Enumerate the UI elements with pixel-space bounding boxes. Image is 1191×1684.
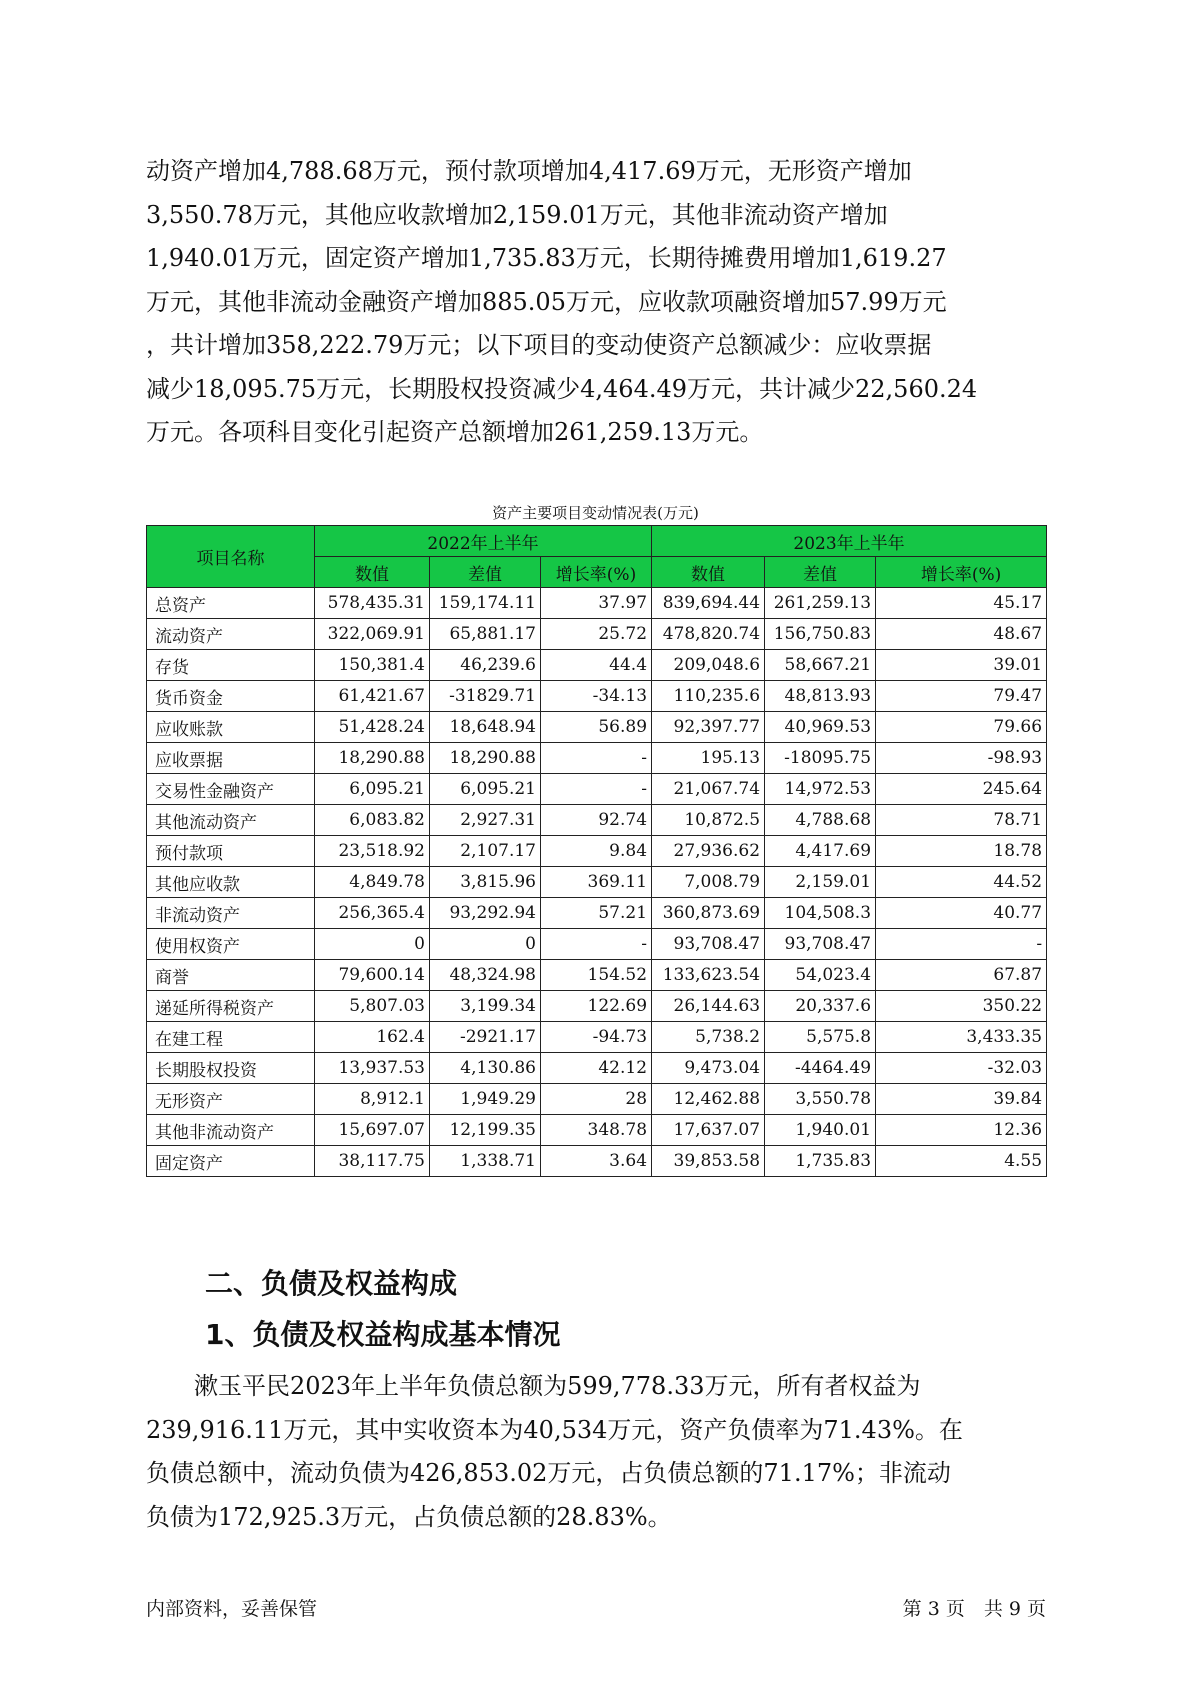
table-row bbox=[147, 836, 1047, 867]
table-cell: 3.64 bbox=[541, 1146, 652, 1177]
table-cell: 58,667.21 bbox=[765, 650, 876, 681]
table-cell: 93,708.47 bbox=[765, 929, 876, 960]
table-cell: 92.74 bbox=[541, 805, 652, 836]
table-row bbox=[147, 650, 1047, 681]
header-difference: 差值 bbox=[430, 557, 541, 588]
row-label: 商誉 bbox=[147, 960, 315, 991]
table-cell: 6,083.82 bbox=[315, 805, 430, 836]
body-paragraph-liabilities bbox=[146, 1365, 1046, 1539]
footer-page-number: 第 3 页 共 9 页 bbox=[902, 1598, 1046, 1620]
table-row bbox=[147, 960, 1047, 991]
table-cell: 13,937.53 bbox=[315, 1053, 430, 1084]
paragraph-line: ，共计增加358,222.79万元；以下项目的变动使资产总额减少：应收票据 bbox=[146, 331, 932, 359]
row-label: 交易性金融资产 bbox=[147, 774, 315, 805]
table-cell: 150,381.4 bbox=[315, 650, 430, 681]
table-cell: 18,290.88 bbox=[430, 743, 541, 774]
row-label: 总资产 bbox=[147, 588, 315, 619]
table-cell: - bbox=[541, 743, 652, 774]
table-cell: -18095.75 bbox=[765, 743, 876, 774]
header-growth-rate: 增长率(%) bbox=[541, 557, 652, 588]
table-cell: 51,428.24 bbox=[315, 712, 430, 743]
table-cell: 18.78 bbox=[876, 836, 1047, 867]
header-period-2023: 2023年上半年 bbox=[652, 526, 1047, 557]
table-row bbox=[147, 1084, 1047, 1115]
table-cell: -32.03 bbox=[876, 1053, 1047, 1084]
table-cell: 28 bbox=[541, 1084, 652, 1115]
table-cell: 20,337.6 bbox=[765, 991, 876, 1022]
table-row bbox=[147, 619, 1047, 650]
table-cell: 159,174.11 bbox=[430, 588, 541, 619]
table-cell: 2,107.17 bbox=[430, 836, 541, 867]
header-item-name: 项目名称 bbox=[147, 526, 315, 588]
table-row bbox=[147, 1115, 1047, 1146]
table-cell: 1,949.29 bbox=[430, 1084, 541, 1115]
table-cell: 12,199.35 bbox=[430, 1115, 541, 1146]
table-cell: 5,575.8 bbox=[765, 1022, 876, 1053]
asset-change-table bbox=[146, 525, 1047, 1177]
table-cell: 61,421.67 bbox=[315, 681, 430, 712]
table-row bbox=[147, 1022, 1047, 1053]
paragraph-line: 负债总额中，流动负债为426,853.02万元，占负债总额的71.17%；非流动 bbox=[146, 1459, 951, 1487]
table-cell: 2,159.01 bbox=[765, 867, 876, 898]
table-cell: 578,435.31 bbox=[315, 588, 430, 619]
table-cell: 39,853.58 bbox=[652, 1146, 765, 1177]
table-cell: 25.72 bbox=[541, 619, 652, 650]
header-value: 数值 bbox=[652, 557, 765, 588]
table-cell: 9,473.04 bbox=[652, 1053, 765, 1084]
table-cell: 93,708.47 bbox=[652, 929, 765, 960]
row-label: 非流动资产 bbox=[147, 898, 315, 929]
table-cell: 37.97 bbox=[541, 588, 652, 619]
row-label: 应收票据 bbox=[147, 743, 315, 774]
table-cell: 93,292.94 bbox=[430, 898, 541, 929]
table-cell: 45.17 bbox=[876, 588, 1047, 619]
table-cell: 195.13 bbox=[652, 743, 765, 774]
table-cell: 350.22 bbox=[876, 991, 1047, 1022]
table-cell: 3,550.78 bbox=[765, 1084, 876, 1115]
row-label: 预付款项 bbox=[147, 836, 315, 867]
table-cell: 40.77 bbox=[876, 898, 1047, 929]
table-cell: 79.66 bbox=[876, 712, 1047, 743]
paragraph-line: 减少18,095.75万元，长期股权投资减少4,464.49万元，共计减少22,560.24 bbox=[146, 374, 978, 403]
paragraph-line: 漱玉平民2023年上半年负债总额为599,778.33万元，所有者权益为 bbox=[146, 1372, 921, 1400]
table-cell: 5,807.03 bbox=[315, 991, 430, 1022]
table-cell: 154.52 bbox=[541, 960, 652, 991]
table-cell: 360,873.69 bbox=[652, 898, 765, 929]
table-cell: 14,972.53 bbox=[765, 774, 876, 805]
header-period-2022: 2022年上半年 bbox=[315, 526, 652, 557]
table-cell: -34.13 bbox=[541, 681, 652, 712]
row-label: 其他非流动资产 bbox=[147, 1115, 315, 1146]
table-row bbox=[147, 929, 1047, 960]
table-cell: -94.73 bbox=[541, 1022, 652, 1053]
table-cell: 44.4 bbox=[541, 650, 652, 681]
table-cell: 104,508.3 bbox=[765, 898, 876, 929]
paragraph-line: 1,940.01万元，固定资产增加1,735.83万元，长期待摊费用增加1,619.27 bbox=[146, 244, 947, 272]
header-value: 数值 bbox=[315, 557, 430, 588]
table-cell: 7,008.79 bbox=[652, 867, 765, 898]
table-cell: 256,365.4 bbox=[315, 898, 430, 929]
table-cell: 6,095.21 bbox=[430, 774, 541, 805]
table-cell: 122.69 bbox=[541, 991, 652, 1022]
table-cell: 12,462.88 bbox=[652, 1084, 765, 1115]
table-cell: 10,872.5 bbox=[652, 805, 765, 836]
table-cell: 839,694.44 bbox=[652, 588, 765, 619]
row-label: 流动资产 bbox=[147, 619, 315, 650]
table-cell: 56.89 bbox=[541, 712, 652, 743]
row-label: 递延所得税资产 bbox=[147, 991, 315, 1022]
table-cell: 4,849.78 bbox=[315, 867, 430, 898]
table-cell: 46,239.6 bbox=[430, 650, 541, 681]
table-row bbox=[147, 867, 1047, 898]
table-cell: 156,750.83 bbox=[765, 619, 876, 650]
table-cell: 18,290.88 bbox=[315, 743, 430, 774]
table-cell: 65,881.17 bbox=[430, 619, 541, 650]
table-row bbox=[147, 991, 1047, 1022]
table-cell: 369.11 bbox=[541, 867, 652, 898]
table-cell: 27,936.62 bbox=[652, 836, 765, 867]
subsection-heading: 1、负债及权益构成基本情况 bbox=[205, 1318, 561, 1351]
table-cell: 38,117.75 bbox=[315, 1146, 430, 1177]
table-cell: 348.78 bbox=[541, 1115, 652, 1146]
table-cell: 9.84 bbox=[541, 836, 652, 867]
table-cell: 0 bbox=[430, 929, 541, 960]
table-cell: 1,338.71 bbox=[430, 1146, 541, 1177]
table-cell: - bbox=[541, 774, 652, 805]
row-label: 其他流动资产 bbox=[147, 805, 315, 836]
table-cell: 245.64 bbox=[876, 774, 1047, 805]
table-cell: 57.21 bbox=[541, 898, 652, 929]
table-cell: 79,600.14 bbox=[315, 960, 430, 991]
table-cell: - bbox=[541, 929, 652, 960]
row-label: 其他应收款 bbox=[147, 867, 315, 898]
row-label: 固定资产 bbox=[147, 1146, 315, 1177]
row-label: 存货 bbox=[147, 650, 315, 681]
table-cell: 8,912.1 bbox=[315, 1084, 430, 1115]
table-cell: 1,940.01 bbox=[765, 1115, 876, 1146]
row-label: 应收账款 bbox=[147, 712, 315, 743]
table-cell: 322,069.91 bbox=[315, 619, 430, 650]
section-heading: 二、负债及权益构成 bbox=[205, 1267, 458, 1300]
table-cell: 3,199.34 bbox=[430, 991, 541, 1022]
table-row bbox=[147, 1053, 1047, 1084]
table-cell: 5,738.2 bbox=[652, 1022, 765, 1053]
table-cell: -98.93 bbox=[876, 743, 1047, 774]
table-cell: 79.47 bbox=[876, 681, 1047, 712]
row-label: 长期股权投资 bbox=[147, 1053, 315, 1084]
table-cell: 15,697.07 bbox=[315, 1115, 430, 1146]
body-paragraph-assets bbox=[146, 150, 1046, 455]
table-cell: 261,259.13 bbox=[765, 588, 876, 619]
table-cell: 1,735.83 bbox=[765, 1146, 876, 1177]
table-cell: -4464.49 bbox=[765, 1053, 876, 1084]
table-row bbox=[147, 1146, 1047, 1177]
table-cell: 0 bbox=[315, 929, 430, 960]
footer-confidential-note: 内部资料，妥善保管 bbox=[146, 1598, 318, 1620]
table-cell: 67.87 bbox=[876, 960, 1047, 991]
table-cell: 48,324.98 bbox=[430, 960, 541, 991]
table-cell: 2,927.31 bbox=[430, 805, 541, 836]
header-growth-rate: 增长率(%) bbox=[876, 557, 1047, 588]
table-cell: 39.84 bbox=[876, 1084, 1047, 1115]
table-cell: 4,788.68 bbox=[765, 805, 876, 836]
table-cell: 12.36 bbox=[876, 1115, 1047, 1146]
table-cell: 44.52 bbox=[876, 867, 1047, 898]
table-row bbox=[147, 805, 1047, 836]
table-cell: 40,969.53 bbox=[765, 712, 876, 743]
table-cell: -2921.17 bbox=[430, 1022, 541, 1053]
row-label: 货币资金 bbox=[147, 681, 315, 712]
table-cell: 3,815.96 bbox=[430, 867, 541, 898]
paragraph-line: 负债为172,925.3万元，占负债总额的28.83%。 bbox=[146, 1502, 672, 1531]
table-cell: 92,397.77 bbox=[652, 712, 765, 743]
table-cell: 78.71 bbox=[876, 805, 1047, 836]
header-difference: 差值 bbox=[765, 557, 876, 588]
row-label: 在建工程 bbox=[147, 1022, 315, 1053]
table-row bbox=[147, 898, 1047, 929]
table-cell: 21,067.74 bbox=[652, 774, 765, 805]
table-row bbox=[147, 712, 1047, 743]
table-cell: 26,144.63 bbox=[652, 991, 765, 1022]
table-row bbox=[147, 743, 1047, 774]
table-cell: 42.12 bbox=[541, 1053, 652, 1084]
row-label: 无形资产 bbox=[147, 1084, 315, 1115]
table-cell: -31829.71 bbox=[430, 681, 541, 712]
table-cell: 3,433.35 bbox=[876, 1022, 1047, 1053]
paragraph-line: 动资产增加4,788.68万元，预付款项增加4,417.69万元，无形资产增加 bbox=[146, 157, 912, 185]
table-cell: 17,637.07 bbox=[652, 1115, 765, 1146]
paragraph-line: 3,550.78万元，其他应收款增加2,159.01万元，其他非流动资产增加 bbox=[146, 200, 888, 229]
paragraph-line: 239,916.11万元，其中实收资本为40,534万元，资产负债率为71.43%。在 bbox=[146, 1415, 963, 1444]
table-cell: 4,130.86 bbox=[430, 1053, 541, 1084]
table-row bbox=[147, 681, 1047, 712]
table-cell: 48,813.93 bbox=[765, 681, 876, 712]
table-cell: 18,648.94 bbox=[430, 712, 541, 743]
table-row bbox=[147, 774, 1047, 805]
table-row bbox=[147, 588, 1047, 619]
table-cell: 133,623.54 bbox=[652, 960, 765, 991]
row-label: 使用权资产 bbox=[147, 929, 315, 960]
table-cell: 54,023.4 bbox=[765, 960, 876, 991]
paragraph-line: 万元。各项科目变化引起资产总额增加261,259.13万元。 bbox=[146, 418, 764, 446]
table-body bbox=[147, 588, 1047, 1177]
table-cell: 39.01 bbox=[876, 650, 1047, 681]
table-cell: 23,518.92 bbox=[315, 836, 430, 867]
table-cell: 4,417.69 bbox=[765, 836, 876, 867]
table-cell: 4.55 bbox=[876, 1146, 1047, 1177]
paragraph-line: 万元，其他非流动金融资产增加885.05万元，应收款项融资增加57.99万元 bbox=[146, 287, 947, 316]
table-cell: 48.67 bbox=[876, 619, 1047, 650]
table-header bbox=[147, 526, 1047, 588]
table-caption: 资产主要项目变动情况表(万元) bbox=[492, 504, 699, 522]
table-cell: 6,095.21 bbox=[315, 774, 430, 805]
table-cell: 209,048.6 bbox=[652, 650, 765, 681]
table-cell: 110,235.6 bbox=[652, 681, 765, 712]
table-cell: 478,820.74 bbox=[652, 619, 765, 650]
table-cell: 162.4 bbox=[315, 1022, 430, 1053]
table-cell: - bbox=[876, 929, 1047, 960]
